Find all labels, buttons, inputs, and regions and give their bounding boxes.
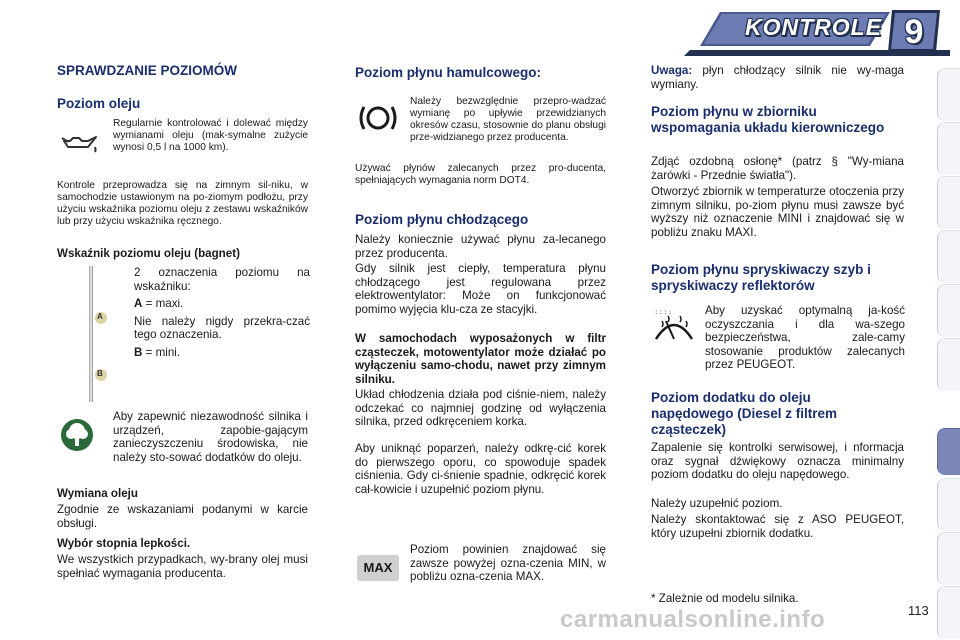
oil-change-text: Zgodnie ze wskazaniami podanymi w karcie obsługi. (57, 503, 308, 530)
page-number: 113 (908, 603, 929, 618)
dipstick-mark-b: B (97, 369, 103, 378)
additive-p3: Należy skontaktować się z ASO PEUGEOT, który uzupełni zbiornik dodatku. (651, 513, 904, 540)
viscosity-label: Wybór stopnia lepkości. (57, 537, 191, 550)
dipstick-marks (134, 266, 310, 360)
chapter-tab[interactable] (937, 532, 960, 585)
chapter-tab-active[interactable] (937, 428, 960, 475)
coolant-p3: Układ chłodzenia działa pod ciśnie-niem, należy odczekać co najmniej godzinę od wyłączenia silnika, przed odkręceniem korka. (355, 388, 606, 429)
power-steering-p1: Zdjąć ozdobną osłonę* (patrz § "Wy-miana żarówki - Przednie światła"). (651, 155, 904, 182)
chapter-tab[interactable] (937, 478, 960, 531)
power-steering-p2: Otworzyć zbiornik w temperaturze otoczenia przy zimnym silniku, po-ziom płynu musi zawsze być wyższy niż oznaczenie MINI i znajdować się w pobliżu znaku MAXI. (651, 185, 904, 239)
coolant-warning: W samochodach wyposażonych w filtr cząsteczek, motowentylator może działać po wyłączeniu samo-chodu, nawet przy zimnym silniku. (355, 332, 606, 386)
viscosity-text: We wszystkich przypadkach, wy-brany olej musi spełniać wymagania producenta. (57, 553, 308, 580)
mark-a-label: A (134, 297, 143, 311)
mark-a-line (134, 297, 310, 311)
coolant-p2: Gdy silnik jest ciepły, temperatura płynu chłodzącego jest regulowana przez elektrowentylator: Może on funkcjonować pomimo wyjęcia klu-cza ze stacyjki. (355, 262, 606, 316)
section-title: SPRAWDZANIE POZIOMÓW (57, 63, 237, 78)
washer-text: Aby uzyskać optymalną ja-kość oczyszczania i dla wa-szego bezpieczeństwa, zale-camy stosowanie produktów zalecanych przez PEUGEOT. (705, 304, 905, 372)
note-text: płyn chłodzący silnik nie wy-maga wymiany. (651, 64, 904, 91)
dipstick-icon (84, 264, 120, 404)
mark-b-label: B (134, 345, 143, 359)
chapter-tabs (932, 60, 960, 640)
eco-tree-icon (60, 418, 94, 452)
footnote: * Zależnie od modelu silnika. (651, 592, 799, 605)
coolant-max-text: Poziom powinien znajdować się zawsze powyżej ozna-czenia MIN, w pobliżu ozna-czenia MAX. (410, 543, 606, 584)
dipstick-mark-a: A (97, 312, 103, 321)
oil-intro-text: Regularnie kontrolować i dolewać między wymianami oleju (mak-symalne zużycie wynosi 0,5 l na 1000 km). (113, 118, 308, 153)
column-left (57, 62, 309, 79)
watermark: carmanualsonline.info (560, 606, 826, 633)
additive-p1: Zapalenie się kontrolki serwisowej, i nformacja oraz sygnał dźwiękowy oznacza minimalny poziom dodatku do oleju napędowego. (651, 441, 904, 482)
oil-can-icon (60, 131, 98, 155)
mark-a-value: = maxi. (142, 297, 184, 311)
washer-fluid-icon (652, 305, 696, 345)
oil-check-text: Kontrole przeprowadza się na zimnym sil-niku, w samochodzie ustawionym na po-ziomym podłożu, przy użyciu wskaźnika poziomu oleju z zestawu wskaźników lub przy użyciu wskaźnika ręcznego. (57, 180, 308, 227)
additive-heading: Poziom dodatku do oleju napędowego (Diesel z filtrem cząsteczek) (651, 390, 838, 437)
brake-use-text: Używać płynów zalecanych przez pro-ducenta, spełniających wymagania norm DOT4. (355, 163, 606, 186)
chapter-tab[interactable] (937, 176, 960, 229)
brake-replace-text: Należy bezwzględnie przepro-wadzać wymianę po upływie przewidzianych okresów czasu, stosownie do planu obsługi prze-widzianego przez producenta. (410, 96, 606, 143)
chapter-tab[interactable] (937, 230, 960, 283)
chapter-tab[interactable] (937, 284, 960, 337)
marks-text: 2 oznaczenia poziomu na wskaźniku: (134, 266, 310, 293)
chapter-title: KONTROLE (745, 14, 883, 40)
coolant-p4: Aby uniknąć poparzeń, należy odkrę-cić korek do pierwszego oporu, co spowoduje spadek ciśnienia. Gdy ci-śnienie spadnie, odkręcić korek cał-kowicie i uzupełnić poziom płynu. (355, 442, 606, 496)
coolant-heading: Poziom płynu chłodzącego (355, 212, 529, 227)
washer-heading: Poziom płynu spryskiwaczy szyb i spryskiwaczy reflektorów (651, 262, 871, 293)
oil-heading: Poziom oleju (57, 96, 141, 111)
chapter-tab[interactable] (937, 122, 960, 175)
power-steering-heading: Poziom płynu w zbiorniku wspomagania układu kierowniczego (651, 104, 885, 135)
max-icon: MAX (357, 555, 399, 581)
mark-a-note: Nie należy nigdy przekra-czać tego oznaczenia. (134, 314, 310, 342)
dipstick-label: Wskaźnik poziomu oleju (bagnet) (57, 247, 240, 260)
mark-b-value: = mini. (142, 345, 181, 359)
page-header (0, 0, 960, 60)
oil-change-label: Wymiana oleju (57, 487, 138, 500)
additive-p2: Należy uzupełnić poziom. (651, 497, 783, 510)
eco-text: Aby zapewnić niezawodność silnika i urządzeń, zapobie-gającym zanieczyszczeniu środowiska, nie należy sto-sować dodatków do oleju. (113, 410, 308, 464)
mark-b-line (134, 346, 310, 360)
note-label: Uwaga: (651, 64, 693, 77)
coolant-p1: Należy koniecznie używać płynu za-lecanego przez producenta. (355, 233, 606, 260)
chapter-number: 9 (904, 13, 924, 51)
dipstick-graphic (84, 264, 120, 404)
brake-fluid-icon (359, 103, 397, 133)
chapter-tab[interactable] (937, 338, 960, 391)
svg-text:: : : :: : : : : (655, 308, 672, 316)
brake-heading: Poziom płynu hamulcowego: (355, 65, 542, 80)
coolant-note (651, 64, 904, 91)
chapter-tab[interactable] (937, 586, 960, 639)
chapter-tab[interactable] (937, 68, 960, 121)
